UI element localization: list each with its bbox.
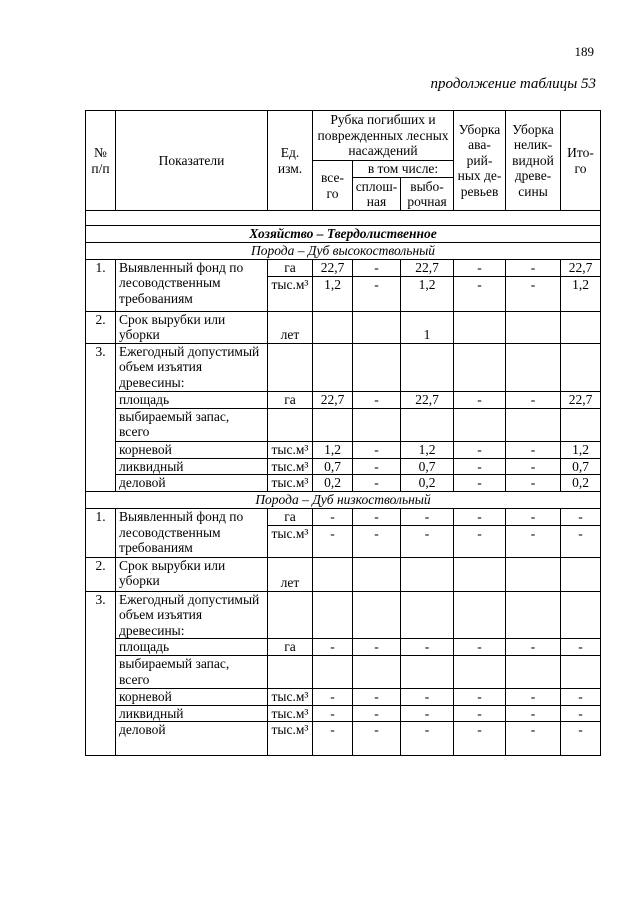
value-felling-total: 1,2: [313, 276, 353, 311]
header-total: Ито- го: [561, 111, 601, 211]
value-total: -: [561, 525, 601, 557]
header-including: в том числе:: [353, 161, 454, 178]
table-row: [86, 259, 601, 276]
value-total: -: [561, 639, 601, 656]
value-selective-felling: [401, 557, 454, 591]
value-emergency-cleanup: -: [454, 475, 506, 492]
unit-cell: [268, 408, 313, 441]
value-illiquid-cleanup: -: [506, 509, 561, 526]
table-row: [86, 441, 601, 458]
item-number: 3.: [86, 343, 116, 492]
value-illiquid-cleanup: -: [506, 705, 561, 722]
sub-item-label: ликвидный: [116, 705, 268, 722]
value-felling-total: [313, 656, 353, 689]
forest-fund-table: [85, 110, 601, 756]
value-emergency-cleanup: -: [454, 705, 506, 722]
value-felling-total: [313, 311, 353, 343]
value-clear-felling: -: [353, 689, 401, 706]
table-row: [86, 475, 601, 492]
unit-cell: тыс.м³: [268, 441, 313, 458]
value-total: -: [561, 689, 601, 706]
value-total: 0,2: [561, 475, 601, 492]
sub-item-label: площадь: [116, 391, 268, 408]
table-row: [86, 639, 601, 656]
value-felling-total: [313, 557, 353, 591]
value-illiquid-cleanup: -: [506, 639, 561, 656]
value-clear-felling: [353, 656, 401, 689]
header-indicators: Показатели: [116, 111, 268, 211]
value-emergency-cleanup: [454, 656, 506, 689]
value-selective-felling: 0,2: [401, 475, 454, 492]
unit-cell: тыс.м³: [268, 689, 313, 706]
sub-item-label: корневой: [116, 689, 268, 706]
value-selective-felling: -: [401, 509, 454, 526]
value-illiquid-cleanup: -: [506, 259, 561, 276]
value-selective-felling: 1,2: [401, 276, 454, 311]
value-illiquid-cleanup: -: [506, 441, 561, 458]
value-total: [561, 408, 601, 441]
value-felling-total: 22,7: [313, 391, 353, 408]
value-clear-felling: -: [353, 509, 401, 526]
value-illiquid-cleanup: [506, 591, 561, 639]
sub-item-label: выбираемый запас, всего: [116, 408, 268, 441]
item-label: Выявленный фонд по лесоводственным требованиям: [116, 259, 268, 311]
value-felling-total: [313, 343, 353, 391]
value-emergency-cleanup: [454, 408, 506, 441]
value-total: 22,7: [561, 259, 601, 276]
unit-cell: га: [268, 259, 313, 276]
item-number: 1.: [86, 259, 116, 311]
table-row: [86, 656, 601, 689]
unit-cell: [268, 591, 313, 639]
header-felling: Рубка погибших и поврежденных лесных насаждений: [313, 111, 454, 161]
item-label: Срок вырубки или уборки: [116, 311, 268, 343]
unit-cell: лет: [268, 311, 313, 343]
item-number: 2.: [86, 311, 116, 343]
value-emergency-cleanup: [454, 343, 506, 391]
sub-item-label: выбираемый запас, всего: [116, 656, 268, 689]
value-clear-felling: -: [353, 525, 401, 557]
value-illiquid-cleanup: [506, 408, 561, 441]
value-felling-total: [313, 408, 353, 441]
table-row: [86, 557, 601, 591]
value-clear-felling: -: [353, 705, 401, 722]
spacer-row: [86, 211, 601, 226]
value-emergency-cleanup: -: [454, 441, 506, 458]
item-label: Ежегодный допустимый объем изъятия древесины:: [116, 591, 268, 639]
value-selective-felling: -: [401, 722, 454, 756]
header-clear-felling: сплош- ная: [353, 178, 401, 211]
unit-cell: тыс.м³: [268, 276, 313, 311]
value-emergency-cleanup: -: [454, 259, 506, 276]
value-emergency-cleanup: -: [454, 525, 506, 557]
value-clear-felling: [353, 343, 401, 391]
item-label: Выявленный фонд по лесоводственным требованиям: [116, 509, 268, 558]
value-selective-felling: 22,7: [401, 259, 454, 276]
value-selective-felling: 22,7: [401, 391, 454, 408]
value-selective-felling: -: [401, 705, 454, 722]
table-row: [86, 458, 601, 475]
table-row: [86, 509, 601, 526]
value-felling-total: 1,2: [313, 441, 353, 458]
unit-cell: га: [268, 639, 313, 656]
unit-cell: тыс.м³: [268, 458, 313, 475]
unit-cell: га: [268, 391, 313, 408]
unit-cell: тыс.м³: [268, 722, 313, 756]
value-clear-felling: -: [353, 259, 401, 276]
value-total: [561, 557, 601, 591]
value-selective-felling: 0,7: [401, 458, 454, 475]
value-clear-felling: -: [353, 475, 401, 492]
value-clear-felling: -: [353, 276, 401, 311]
table-body: [86, 211, 601, 756]
value-total: -: [561, 705, 601, 722]
value-total: 22,7: [561, 391, 601, 408]
sub-item-label: корневой: [116, 441, 268, 458]
item-number: 1.: [86, 509, 116, 558]
unit-cell: тыс.м³: [268, 475, 313, 492]
table-row: [86, 311, 601, 343]
value-felling-total: -: [313, 509, 353, 526]
value-emergency-cleanup: -: [454, 276, 506, 311]
value-total: 1,2: [561, 441, 601, 458]
value-illiquid-cleanup: -: [506, 276, 561, 311]
value-clear-felling: [353, 311, 401, 343]
item-label: Срок вырубки или уборки: [116, 557, 268, 591]
value-total: -: [561, 722, 601, 756]
value-felling-total: -: [313, 722, 353, 756]
value-selective-felling: -: [401, 525, 454, 557]
value-emergency-cleanup: [454, 591, 506, 639]
unit-cell: тыс.м³: [268, 705, 313, 722]
header-selective-felling: выбо- рочная: [401, 178, 454, 211]
value-selective-felling: [401, 408, 454, 441]
value-total: 0,7: [561, 458, 601, 475]
table-header: [86, 111, 601, 211]
value-total: [561, 311, 601, 343]
breed-title: Порода – Дуб низкоствольный: [86, 492, 601, 509]
value-illiquid-cleanup: [506, 656, 561, 689]
value-illiquid-cleanup: [506, 557, 561, 591]
value-selective-felling: -: [401, 689, 454, 706]
value-emergency-cleanup: [454, 311, 506, 343]
value-selective-felling: 1: [401, 311, 454, 343]
value-total: 1,2: [561, 276, 601, 311]
value-illiquid-cleanup: -: [506, 689, 561, 706]
unit-cell: [268, 656, 313, 689]
unit-cell: га: [268, 509, 313, 526]
sub-item-label: деловой: [116, 475, 268, 492]
value-illiquid-cleanup: -: [506, 391, 561, 408]
value-clear-felling: [353, 591, 401, 639]
value-emergency-cleanup: -: [454, 722, 506, 756]
value-felling-total: -: [313, 689, 353, 706]
breed-title: Порода – Дуб высокоствольный: [86, 243, 601, 260]
value-emergency-cleanup: [454, 557, 506, 591]
sub-item-label: площадь: [116, 639, 268, 656]
item-label: Ежегодный допустимый объем изъятия древесины:: [116, 343, 268, 391]
value-selective-felling: [401, 343, 454, 391]
unit-cell: тыс.м³: [268, 525, 313, 557]
value-total: [561, 656, 601, 689]
value-total: -: [561, 509, 601, 526]
value-emergency-cleanup: -: [454, 391, 506, 408]
value-clear-felling: -: [353, 458, 401, 475]
item-number: 3.: [86, 591, 116, 756]
value-illiquid-cleanup: -: [506, 525, 561, 557]
farm-title: Хозяйство – Твердолиственное: [86, 226, 601, 243]
unit-cell: [268, 343, 313, 391]
value-clear-felling: -: [353, 441, 401, 458]
table-row: [86, 591, 601, 639]
header-number: № п/п: [86, 111, 116, 211]
value-felling-total: -: [313, 525, 353, 557]
table-row: [86, 391, 601, 408]
item-number: 2.: [86, 557, 116, 591]
value-clear-felling: -: [353, 639, 401, 656]
header-emergency-cleanup: Уборка ава- рий- ных де- ревьев: [454, 111, 506, 211]
value-total: [561, 343, 601, 391]
table-row: [86, 705, 601, 722]
value-selective-felling: -: [401, 639, 454, 656]
value-illiquid-cleanup: -: [506, 458, 561, 475]
value-illiquid-cleanup: [506, 311, 561, 343]
value-felling-total: -: [313, 639, 353, 656]
value-emergency-cleanup: -: [454, 639, 506, 656]
value-felling-total: 0,2: [313, 475, 353, 492]
table-row: [86, 343, 601, 391]
table-row: [86, 689, 601, 706]
value-selective-felling: [401, 656, 454, 689]
value-clear-felling: -: [353, 391, 401, 408]
value-illiquid-cleanup: -: [506, 475, 561, 492]
value-selective-felling: [401, 591, 454, 639]
unit-cell: лет: [268, 557, 313, 591]
header-felling-total: все- го: [313, 161, 353, 211]
value-selective-felling: 1,2: [401, 441, 454, 458]
value-emergency-cleanup: -: [454, 689, 506, 706]
value-illiquid-cleanup: -: [506, 722, 561, 756]
value-felling-total: [313, 591, 353, 639]
value-emergency-cleanup: -: [454, 509, 506, 526]
value-felling-total: 22,7: [313, 259, 353, 276]
value-clear-felling: [353, 408, 401, 441]
page-number: 189: [574, 44, 594, 59]
value-felling-total: 0,7: [313, 458, 353, 475]
value-felling-total: -: [313, 705, 353, 722]
table-row: [86, 722, 601, 756]
sub-item-label: деловой: [116, 722, 268, 756]
value-clear-felling: -: [353, 722, 401, 756]
value-total: [561, 591, 601, 639]
header-unit: Ед. изм.: [268, 111, 313, 211]
header-illiquid-cleanup: Уборка нелик- видной древе- сины: [506, 111, 561, 211]
table-row: [86, 408, 601, 441]
value-clear-felling: [353, 557, 401, 591]
sub-item-label: ликвидный: [116, 458, 268, 475]
table-continuation-caption: продолжение таблицы 53: [430, 76, 596, 92]
value-emergency-cleanup: -: [454, 458, 506, 475]
value-illiquid-cleanup: [506, 343, 561, 391]
